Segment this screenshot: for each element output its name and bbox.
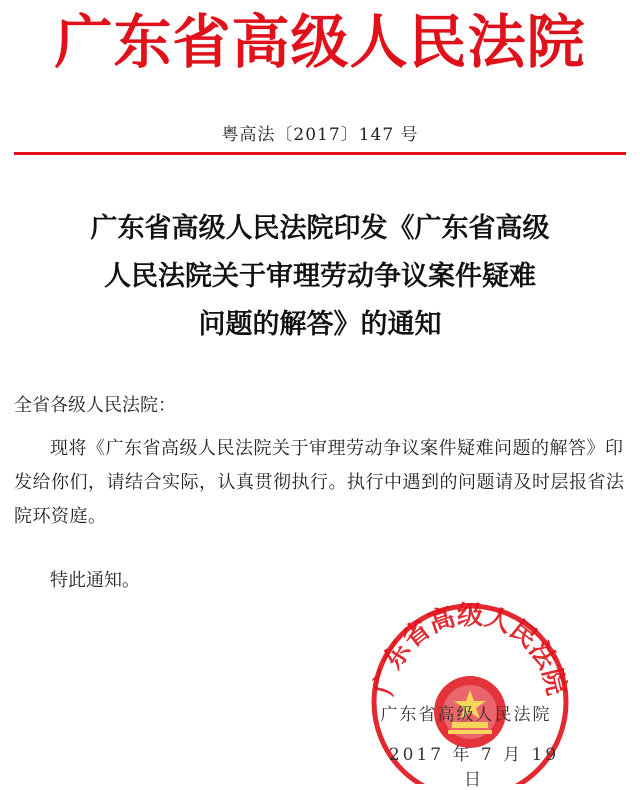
notice-title-line-2: 人民法院关于审理劳动争议案件疑难 bbox=[104, 261, 536, 292]
body-paragraph: 现将《广东省高级人民法院关于审理劳动争议案件疑难问题的解答》印发给你们，请结合实际，认真贯彻执行。执行中遇到的问题请及时层报省法院环资庭。 bbox=[14, 438, 625, 527]
notice-title-line-1: 广东省高级人民法院印发《广东省高级 bbox=[90, 213, 550, 244]
notice-title bbox=[0, 205, 640, 349]
seal-text: 广东省高级人民法院 bbox=[368, 601, 572, 699]
issuer-name: 广东省高级人民法院 bbox=[380, 705, 552, 725]
notice-title-line-3: 问题的解答》的通知 bbox=[198, 309, 442, 340]
closing-remark: 特此通知。 bbox=[50, 570, 140, 591]
court-name-header: 广东省高级人民法院 bbox=[54, 8, 586, 76]
salutation: 全省各级人民法院： bbox=[14, 395, 176, 416]
document-number: 粤高法〔2017〕147 号 bbox=[221, 125, 419, 145]
red-divider-line bbox=[14, 152, 626, 155]
issue-date: 2017 年 7 月 19 日 bbox=[388, 745, 560, 790]
